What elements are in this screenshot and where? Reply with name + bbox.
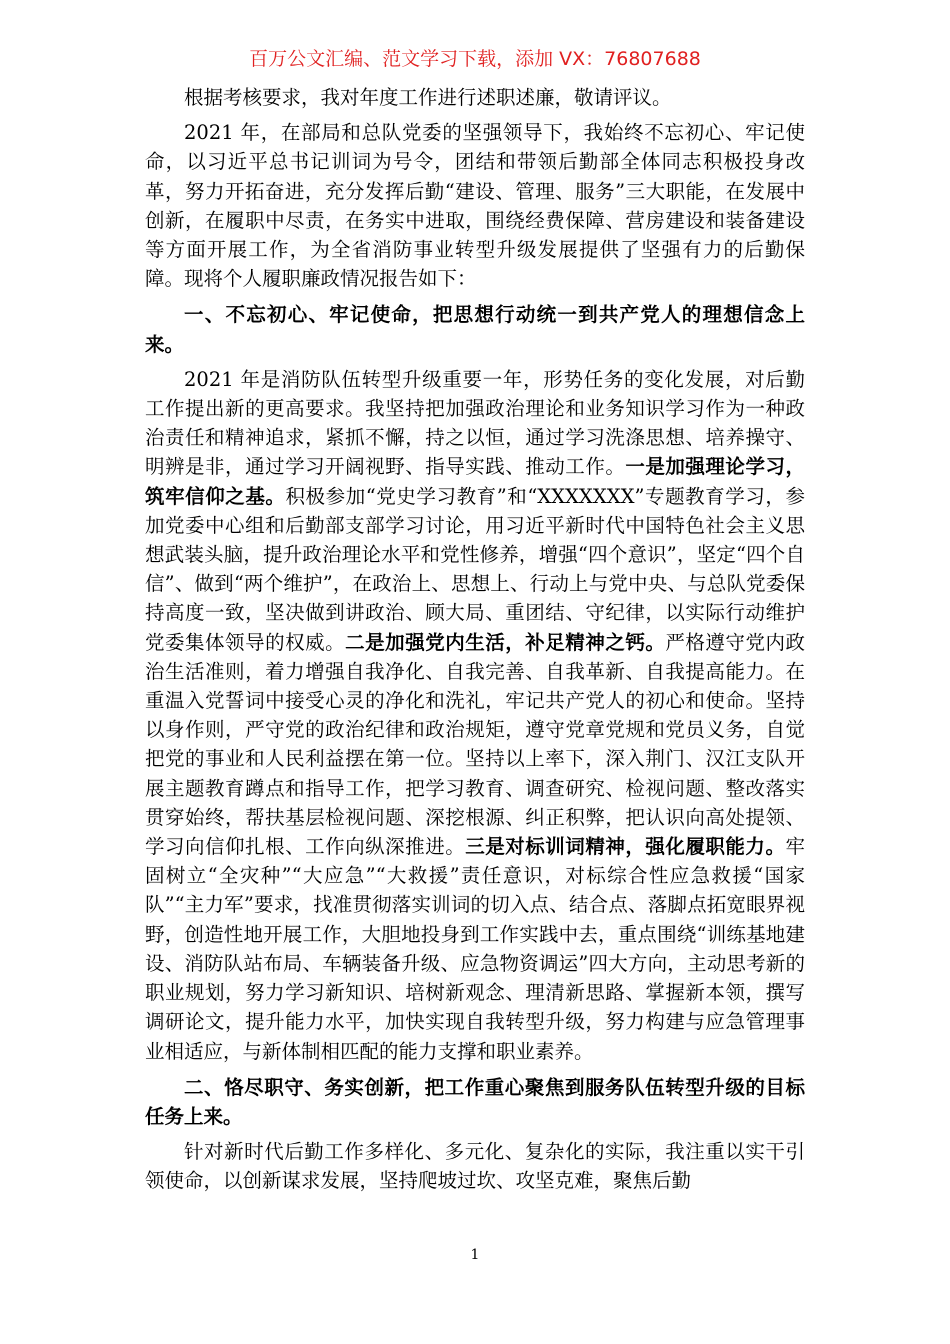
section-1-text-4: 牢固树立“全灾种”“大应急”“大救援”责任意识，对标综合性应急救援“国家队”“主力军”要求，找准贯彻落实训词的切入点、结合点、落脚点拓宽眼界视野，创造性地开展工作，大胆地投身到工作实践中去，重点围绕“训练基地建设、消防队站布局、车辆装备升级、应急物资调运”四大方向，主动思考新的职业规划，努力学习新知识、培树新观念、理清新思路、掌握新本领，撰写调研论文，提升能力水平，加快实现自我转型升级，努力构建与应急管理事业相适应，与新体制相匹配的能力支撑和职业素养。 <box>145 835 805 1063</box>
section-1-paragraph <box>145 365 805 1066</box>
document-body <box>145 83 805 1196</box>
section-1-text-3: 严格遵守党内政治生活准则，着力增强自我净化、自我完善、自我革新、自我提高能力。在重温入党誓词中接受心灵的净化和洗礼，牢记共产党人的初心和使命。坚持以身作则，严守党的政治纪律和政治规矩，遵守党章党规和党员义务，自觉把党的事业和人民利益摆在第一位。坚持以上率下，深入荆门、汉江支队开展主题教育蹲点和指导工作，把学习教育、调查研究、检视问题、整改落实贯穿始终，帮扶基层检视问题、深挖根源、纠正积弊，把认识向高处提领、学习向信仰扎根、工作向纵深推进。 <box>145 630 805 859</box>
point-3-title: 三是对标训词精神，强化履职能力。 <box>465 835 786 859</box>
section-1-text-1: 2021 年是消防队伍转型升级重要一年，形势任务的变化发展，对后勤工作提出新的更高要求。我坚持把加强政治理论和业务知识学习作为一种政治责任和精神追求，紧抓不懈，持之以恒，通过学习洗涤思想、培养操守、明辨是非，通过学习开阔视野、指导实践、推动工作。 <box>145 367 805 479</box>
section-heading-2: 二、恪尽职守、务实创新，把工作重心聚焦到服务队伍转型升级的目标任务上来。 <box>145 1075 805 1128</box>
intro-paragraph: 根据考核要求，我对年度工作进行述职述廉，敬请评议。 <box>184 86 672 109</box>
point-1-title: 一是加强理论学习，筑牢信仰之基。 <box>145 455 805 508</box>
section-2-paragraph: 针对新时代后勤工作多样化、多元化、复杂化的实际，我注重以实干引领使命，以创新谋求发展，坚持爬坡过坎、攻坚克难，聚焦后勤 <box>145 1140 805 1193</box>
section-heading-1: 一、不忘初心、牢记使命，把思想行动统一到共产党人的理想信念上来。 <box>145 303 805 356</box>
promo-banner: 百万公文汇编、范文学习下载，添加 VX：76807688 <box>249 48 701 70</box>
page-number: 1 <box>470 1247 480 1263</box>
section-1-text-2: 积极参加“党史学习教育”和“XXXXXXX”专题教育学习，参加党委中心组和后勤部支部学习讨论，用习近平新时代中国特色社会主义思想武装头脑，提升政治理论水平和党性修养，增强“四个意识”，坚定“四个自信”、做到“两个维护”，在政治上、思想上、行动上与党中央、与总队党委保持高度一致，坚决做到讲政治、顾大局、重团结、守纪律，以实际行动维护党委集体领导的权威。 <box>145 484 805 654</box>
point-2-title: 二是加强党内生活，补足精神之钙。 <box>345 630 666 654</box>
summary-paragraph: 2021 年，在部局和总队党委的坚强领导下，我始终不忘初心、牢记使命，以习近平总书记训词为号令，团结和带领后勤部全体同志积极投身改革，努力开拓奋进，充分发挥后勤“建设、管理、服务”三大职能，在发展中创新，在履职中尽责，在务实中进取，围绕经费保障、营房建设和装备建设等方面开展工作，为全省消防事业转型升级发展提供了坚强有力的后勤保障。现将个人履职廉政情况报告如下： <box>145 121 805 291</box>
